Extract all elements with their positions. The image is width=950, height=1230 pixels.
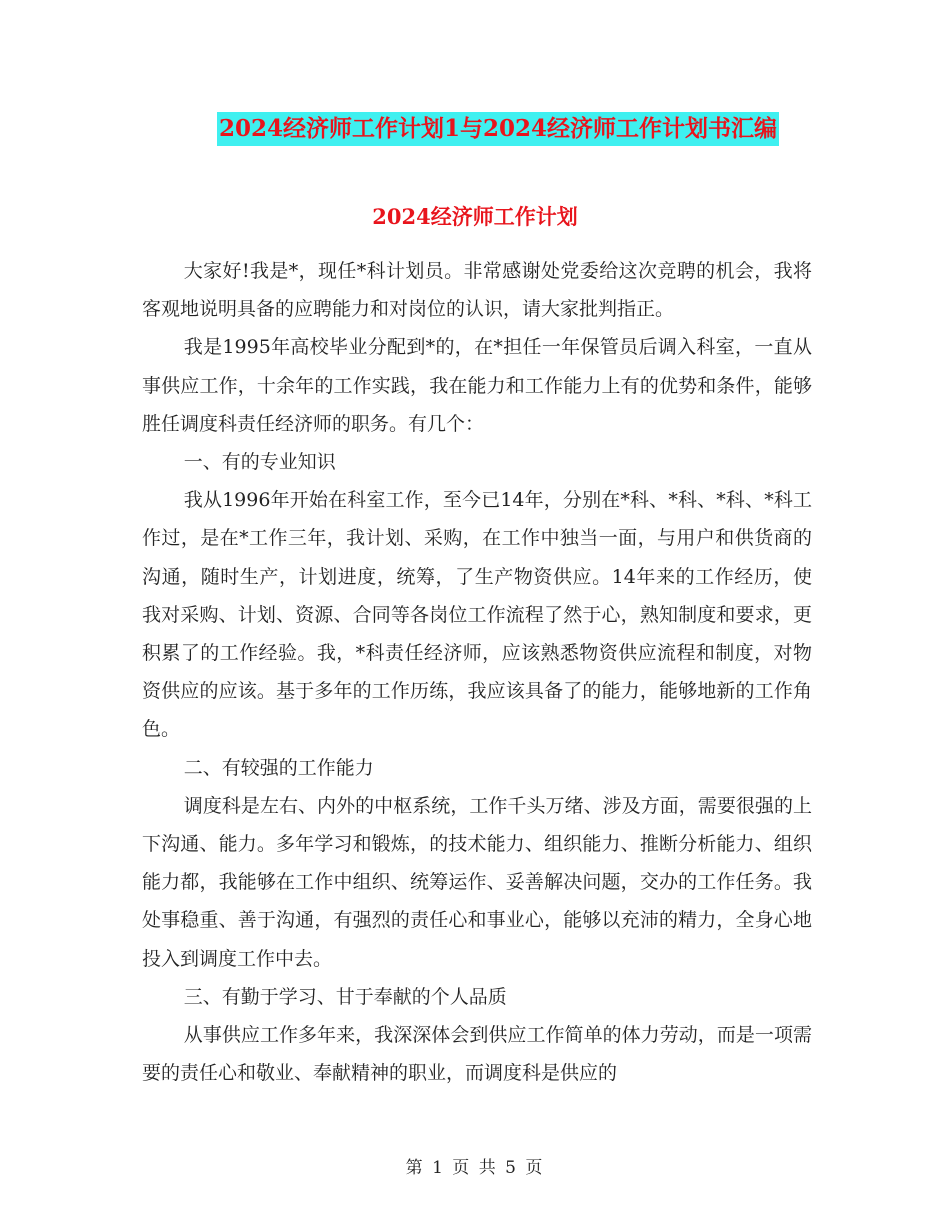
document-body [142,252,812,1092]
document-title: 2024经济师工作计划1与2024经济师工作计划书汇编 [217,112,779,146]
document-title-container [0,112,950,146]
page-footer: 第 1 页 共 5 页 [405,1158,545,1178]
heading-paragraph: 二、有较强的工作能力 [183,756,374,779]
heading-paragraph: 三、有勤于学习、甘于奉献的个人品质 [183,985,507,1008]
heading-paragraph: 一、有的专业知识 [183,451,336,474]
paragraph: 我从1996年开始在科室工作，至今已14年，分别在*科、*科、*科、*科工作过，是在*工作三年，我计划、采购，在工作中独当一面，与用户和供货商的沟通，随时生产，计划进度，统筹，了生产物资供应。14年来的工作经历，使我对采购、计划、资源、合同等各岗位工作流程了然于心，熟知制度和要求，更积累了的工作经验。我，*科责任经济师，应该熟悉物资供应流程和制度，对物资供应的应该。基于多年的工作历练，我应该具备了的能力，能够地新的工作角色。 [142,489,812,741]
paragraph: 调度科是左右、内外的中枢系统，工作千头万绪、涉及方面，需要很强的上下沟通、能力。多年学习和锻炼，的技术能力、组织能力、推断分析能力、组织能力都，我能够在工作中组织、统筹运作、妥善解决问题，交办的工作任务。我处事稳重、善于沟通，有强烈的责任心和事业心，能够以充沛的精力，全身心地投入到调度工作中去。 [142,794,812,970]
paragraph: 我是1995年高校毕业分配到*的，在*担任一年保管员后调入科室，一直从事供应工作，十余年的工作实践，我在能力和工作能力上有的优势和条件，能够胜任调度科责任经济师的职务。有几个： [142,336,812,435]
paragraph: 从事供应工作多年来，我深深体会到供应工作简单的体力劳动，而是一项需要的责任心和敬业、奉献精神的职业，而调度科是供应的 [142,1024,812,1085]
section-title: 2024经济师工作计划 [372,204,578,229]
paragraph: 大家好!我是*，现任*科计划员。非常感谢处党委给这次竞聘的机会，我将客观地说明具备的应聘能力和对岗位的认识，请大家批判指正。 [142,260,812,321]
